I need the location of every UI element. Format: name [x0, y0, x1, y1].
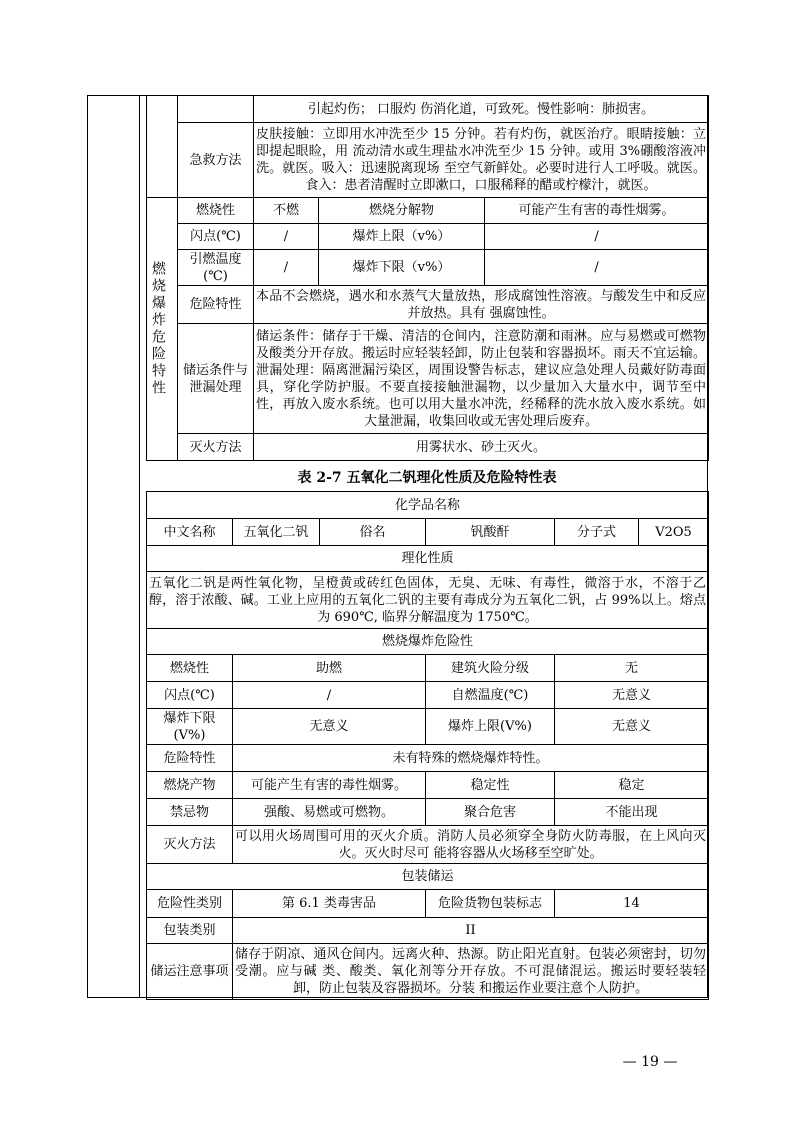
toxicity-effect-text: 引起灼伤； 口服灼 伤消化道，可致死。慢性影响：肺损害。: [254, 96, 709, 123]
hazard-class-label: 危险性类别: [147, 890, 233, 918]
flash-point-value: /: [254, 224, 319, 250]
v2o5-properties-table: [146, 491, 709, 1000]
lower-limit-label: 爆炸下限(V%): [147, 709, 233, 745]
fire-hazard-section-label: [147, 198, 178, 461]
combustion-products-value: 可能产生有害的毒性烟雾。: [485, 198, 709, 224]
fire-class-value: 无: [555, 655, 709, 682]
cn-name-value: 五氧化二钒: [233, 519, 320, 546]
packaging-header: 包装储运: [147, 864, 709, 890]
ignition-temp-value: /: [254, 250, 319, 286]
autoignition-label: 自燃温度(℃): [426, 682, 555, 709]
blank-cell: [178, 96, 254, 123]
naoh-properties-table: [146, 95, 709, 461]
flash-point-label: 闪点(℃): [178, 224, 254, 250]
first-aid-label: 急救方法: [178, 123, 254, 198]
autoignition-value: 无意义: [555, 682, 709, 709]
extinguish-label: 灭火方法: [147, 826, 233, 864]
blank-cell: [147, 96, 178, 198]
upper-limit-value: /: [485, 224, 709, 250]
extinguish-label: 灭火方法: [178, 434, 254, 461]
lower-limit-value: 无意义: [233, 709, 426, 745]
hazard-label: 危险特性: [147, 745, 233, 772]
storage-label: 储运注意事项: [147, 944, 233, 1000]
flammability-label: 燃烧性: [178, 198, 254, 224]
upper-limit-label: 爆炸上限(V%): [426, 709, 555, 745]
hazard-value: 未有特殊的燃烧爆炸特性。: [233, 745, 709, 772]
package-mark-value: 14: [555, 890, 709, 918]
flammability-label: 燃烧性: [147, 655, 233, 682]
hazard-class-value: 第 6.1 类毒害品: [233, 890, 426, 918]
combustion-products-value: 可能产生有害的毒性烟雾。: [233, 772, 426, 799]
lower-limit-label: 爆炸下限（v%）: [319, 250, 485, 286]
incompatible-value: 强酸、易燃或可燃物。: [233, 799, 426, 826]
package-class-value: II: [233, 918, 709, 944]
extinguish-text: 用雾状水、砂土灭火。: [254, 434, 709, 461]
incompatible-label: 禁忌物: [147, 799, 233, 826]
physchem-header: 理化性质: [147, 546, 709, 572]
lower-limit-value: /: [485, 250, 709, 286]
storage-label: 储运条件与泄漏处理: [178, 324, 254, 434]
table-caption: 表 2-7 五氧化二钒理化性质及危险特性表: [297, 470, 557, 486]
chem-name-header: 化学品名称: [147, 492, 709, 519]
combustion-products-label: 燃烧分解物: [319, 198, 485, 224]
common-name-label: 俗名: [320, 519, 426, 546]
polymerization-label: 聚合危害: [426, 799, 555, 826]
combustion-products-label: 燃烧产物: [147, 772, 233, 799]
flammability-value: 不燃: [254, 198, 319, 224]
fire-class-label: 建筑火险分级: [426, 655, 555, 682]
physchem-text: 五氧化二钒是两性氧化物，呈橙黄或砖红色固体，无臭、无味、有毒性，微溶于水，不溶于乙醇，溶于浓酸、碱。工业上应用的五氧化二钒的主要有毒成分为五氧化二钒，占 99%以上。熔点为 690℃, 临界分解温度为 1750℃。: [147, 572, 709, 629]
stability-value: 稳定: [555, 772, 709, 799]
stability-label: 稳定性: [426, 772, 555, 799]
common-name-value: 钒酸酐: [426, 519, 555, 546]
package-mark-label: 危险货物包装标志: [426, 890, 555, 918]
extinguish-text: 可以用火场周围可用的灭火介质。消防人员必须穿全身防火防毒服，在上风向灭火。灭火时尽可 能将容器从火场移至空旷处。: [233, 826, 709, 864]
polymerization-value: 不能出现: [555, 799, 709, 826]
flash-point-value: /: [233, 682, 426, 709]
fire-hazard-section-text: 燃烧爆炸危险特性: [150, 261, 166, 397]
page-number: — 19 —: [622, 1054, 678, 1070]
storage-text: 储运条件：储存于干燥、清洁的仓间内，注意防潮和雨淋。应与易燃或可燃物及酸类分开存放。搬运时应轻装轻卸，防止包装和容器损坏。雨天不宜运输。泄漏处理：隔离泄漏污染区，周围设警告标志，建议应急处理人员戴好防毒面具，穿化学防护服。不要直接接触泄漏物，以少量加入大量水中，调节至中性，再放入废水系统。也可以用大量水冲洗，经稀释的洗水放入废水系统。如大量泄漏，收集回收或无害处理后废弃。: [254, 324, 709, 434]
upper-limit-label: 爆炸上限（v%）: [319, 224, 485, 250]
first-aid-text: 皮肤接触：立即用水冲洗至少 15 分钟。若有灼伤，就医治疗。眼睛接触：立即提起眼睑，用 流动清水或生理盐水冲洗至少 15 分钟。或用 3%硼酸溶液冲洗。就医。吸入：迅速脱离现场 至空气新鲜处。必要时进行人工呼吸。就医。食入：患者清醒时立即漱口，口服稀释的醋或柠檬汁，就医。: [254, 123, 709, 198]
hazard-text: 本品不会燃烧，遇水和水蒸气大量放热，形成腐蚀性溶液。与酸发生中和反应并放热。具有 强腐蚀性。: [254, 286, 709, 324]
flash-point-label: 闪点(℃): [147, 682, 233, 709]
upper-limit-value: 无意义: [555, 709, 709, 745]
cn-name-label: 中文名称: [147, 519, 233, 546]
hazard-label: 危险特性: [178, 286, 254, 324]
formula-label: 分子式: [555, 519, 639, 546]
fire-header: 燃烧爆炸危险性: [147, 629, 709, 655]
formula-value: V2O5: [639, 519, 709, 546]
package-class-label: 包装类别: [147, 918, 233, 944]
ignition-temp-label: 引燃温度(℃): [178, 250, 254, 286]
storage-text: 储存于阴凉、通风仓间内。远离火种、热源。防止阳光直射。包装必须密封，切勿受潮。应与碱 类、酸类、氧化剂等分开存放。不可混储混运。搬运时要轻装轻卸，防止包装及容器损坏。分装 和搬运作业要注意个人防护。: [233, 944, 709, 1000]
flammability-value: 助燃: [233, 655, 426, 682]
frame-divider: [139, 95, 140, 998]
